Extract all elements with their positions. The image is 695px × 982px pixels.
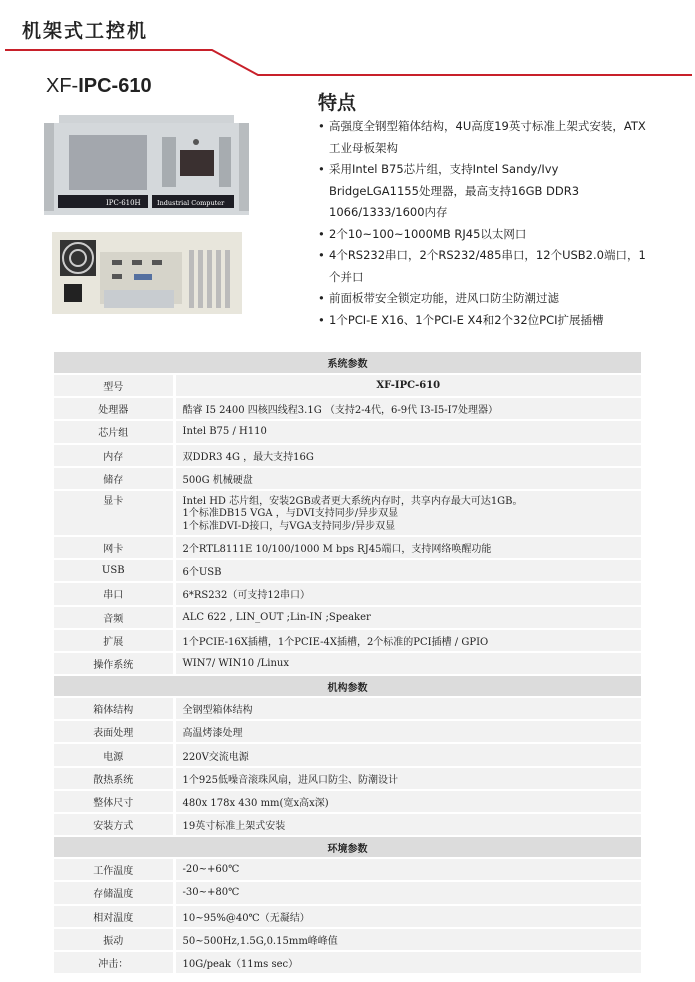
feature-item: • 前面板带安全锁定功能，进风口防尘防潮过滤 [318, 288, 648, 310]
feature-item: • 采用Intel B75芯片组，支持Intel Sandy/Ivy BridgeLGA1155处理器，最高支持16GB DDR3 1066/1333/1600内存 [318, 159, 648, 224]
feature-item: • 高强度全钢型箱体结构，4U高度19英寸标准上架式安装，ATX工业母板架构 [318, 116, 648, 159]
table-row [54, 536, 641, 559]
row-label: 内存 [54, 444, 174, 467]
row-label: 箱体结构 [54, 697, 174, 720]
table-row [54, 928, 641, 951]
row-value: 10~95%@40℃（无凝结） [174, 905, 641, 928]
row-label: 整体尺寸 [54, 790, 174, 813]
model-name: IPC-610 [78, 75, 152, 97]
row-value: -30~+80℃ [174, 881, 641, 904]
table-row [54, 582, 641, 605]
row-label: 网卡 [54, 536, 174, 559]
row-value: 酷睿 I5 2400 四核四线程3.1G （支持2-4代，6-9代 I3-I5-I7处理器） [174, 397, 641, 420]
features-list [318, 116, 648, 331]
row-label: USB [54, 559, 174, 582]
table-row [54, 397, 641, 420]
table-row [54, 951, 641, 974]
row-label: 显卡 [54, 490, 174, 536]
table-row [54, 767, 641, 790]
table-row [54, 790, 641, 813]
row-label: 处理器 [54, 397, 174, 420]
row-value: WIN7/ WIN10 /Linux [174, 652, 641, 675]
row-value: 10G/peak（11ms sec） [174, 951, 641, 974]
row-value: 6*RS232（可支持12串口） [174, 582, 641, 605]
row-label: 音频 [54, 606, 174, 629]
row-value: 50~500Hz,1.5G,0.15mm峰峰值 [174, 928, 641, 951]
section-title: 机构参数 [54, 675, 641, 697]
row-value: 480x 178x 430 mm(宽x高x深) [174, 790, 641, 813]
table-row [54, 444, 641, 467]
front-label-left: IPC-610H [106, 199, 141, 207]
feature-item: • 4个RS232串口，2个RS232/485串口，12个USB2.0端口，1个并口 [318, 245, 648, 288]
table-row [54, 467, 641, 490]
row-label: 散热系统 [54, 767, 174, 790]
row-value: -20~+60℃ [174, 858, 641, 881]
row-label: 扩展 [54, 629, 174, 652]
table-row [54, 559, 641, 582]
row-value: XF-IPC-610 [174, 374, 641, 397]
section-header [54, 836, 641, 858]
row-label: 振动 [54, 928, 174, 951]
table-row [54, 629, 641, 652]
row-value: 全钢型箱体结构 [174, 697, 641, 720]
spec-table [54, 352, 641, 975]
model-title [46, 75, 152, 98]
row-label: 电源 [54, 743, 174, 766]
section-header [54, 352, 641, 374]
row-value: 1个925低噪音滚珠风扇，进风口防尘、防潮设计 [174, 767, 641, 790]
section-title: 环境参数 [54, 836, 641, 858]
row-value: Intel B75 / H110 [174, 420, 641, 443]
section-header [54, 675, 641, 697]
table-row [54, 743, 641, 766]
feature-item: • 2个10~100~1000MB RJ45以太网口 [318, 224, 648, 246]
row-value: ALC 622 , LIN_OUT ;Lin-IN ;Speaker [174, 606, 641, 629]
row-label: 工作温度 [54, 858, 174, 881]
row-value: 高温烤漆处理 [174, 720, 641, 743]
row-label: 芯片组 [54, 420, 174, 443]
table-row [54, 720, 641, 743]
row-value: Intel HD 芯片组，安装2GB或者更大系统内存时，共享内存最大可达1GB。 1个标准DB15 VGA ，与DVI支持同步/异步双显 1个标准DVI-D接口，与VGA支持同步/异步双显 [174, 490, 641, 536]
feature-item: • 1个PCI-E X16、1个PCI-E X4和2个32位PCI扩展插槽 [318, 310, 648, 332]
row-label: 相对温度 [54, 905, 174, 928]
table-row [54, 697, 641, 720]
section-title: 系统参数 [54, 352, 641, 374]
row-value: 2个RTL8111E 10/100/1000 M bps RJ45端口，支持网络唤醒功能 [174, 536, 641, 559]
table-row [54, 905, 641, 928]
row-value: 双DDR3 4G ，最大支持16G [174, 444, 641, 467]
row-label: 型号 [54, 374, 174, 397]
row-value: 500G 机械硬盘 [174, 467, 641, 490]
row-label: 安装方式 [54, 813, 174, 836]
model-prefix: XF- [46, 75, 79, 97]
table-row [54, 858, 641, 881]
row-label: 操作系统 [54, 652, 174, 675]
table-row [54, 606, 641, 629]
row-label: 存储温度 [54, 881, 174, 904]
row-value: 220V交流电源 [174, 743, 641, 766]
table-row [54, 652, 641, 675]
table-row [54, 420, 641, 443]
row-value: 19英寸标准上架式安装 [174, 813, 641, 836]
row-value: 1个PCIE-16X插槽，1个PCIE-4X插槽，2个标准的PCI插槽 / GPIO [174, 629, 641, 652]
table-row [54, 374, 641, 397]
front-label-right: Industrial Computer [157, 199, 225, 207]
row-label: 表面处理 [54, 720, 174, 743]
rear-chassis-image [52, 232, 242, 314]
row-value: 6个USB [174, 559, 641, 582]
category-title: 机架式工控机 [22, 20, 149, 42]
table-row [54, 881, 641, 904]
row-label: 冲击： [54, 951, 174, 974]
row-label: 储存 [54, 467, 174, 490]
features-title: 特点 [318, 92, 357, 114]
row-label: 串口 [54, 582, 174, 605]
front-chassis-image [44, 115, 249, 215]
table-row [54, 490, 641, 536]
table-row [54, 813, 641, 836]
